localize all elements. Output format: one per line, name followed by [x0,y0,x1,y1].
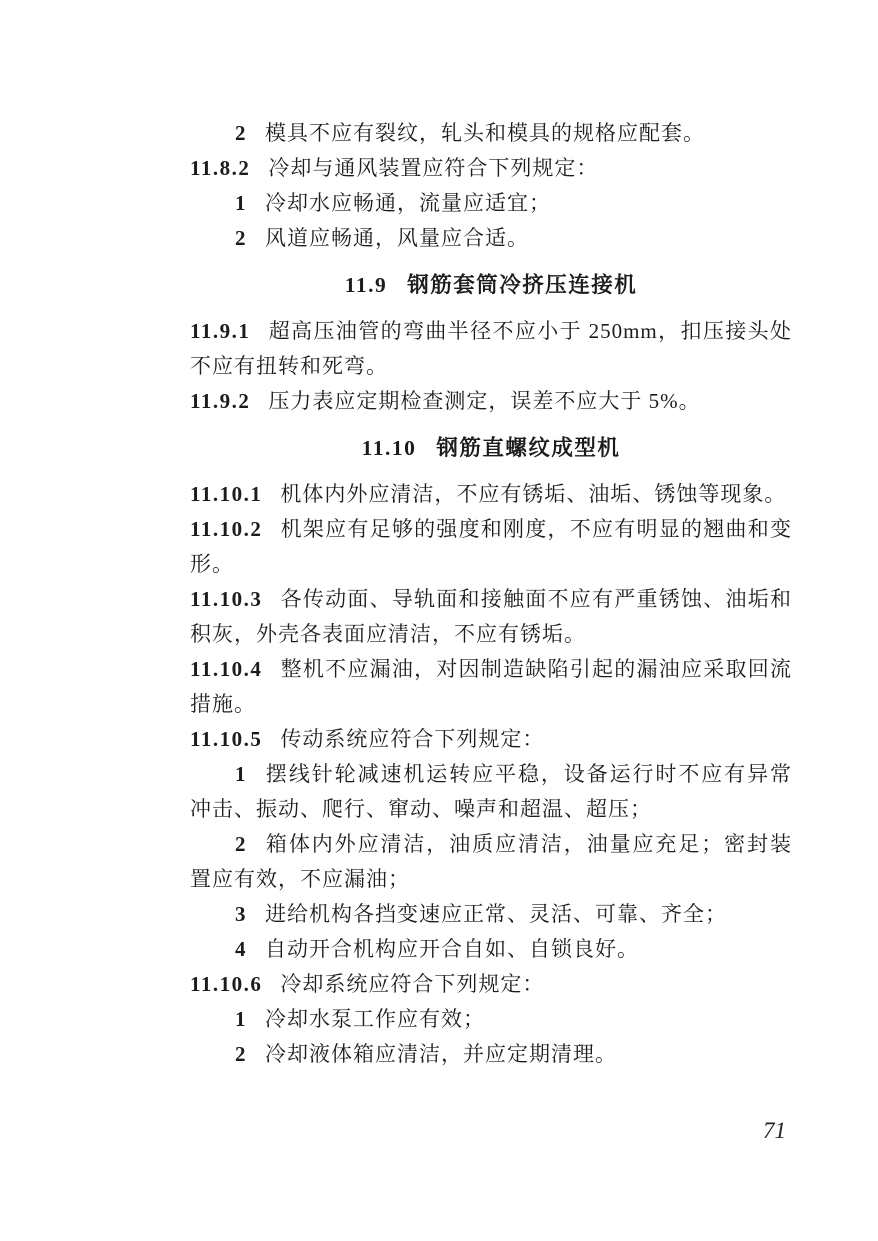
item-number: 1 [235,191,247,215]
clause-paragraph [190,967,792,1002]
item-number: 11.10.4 [190,657,263,681]
clause-paragraph [190,512,792,582]
item-text: 机体内外应清洁，不应有锈垢、油垢、锈蚀等现象。 [280,482,787,506]
list-item [190,186,792,221]
item-text: 传动系统应符合下列规定： [280,727,545,751]
item-text: 风道应畅通，风量应合适。 [265,226,529,250]
item-number: 11.8.2 [190,156,251,180]
item-number: 4 [235,937,247,961]
list-item [190,932,792,967]
section-heading [190,431,792,466]
heading-title: 钢筋直螺纹成型机 [436,436,621,460]
list-item [190,827,792,897]
list-item [190,757,792,827]
list-item [190,116,792,151]
item-text: 冷却系统应符合下列规定： [280,972,545,996]
item-number: 11.10.6 [190,972,263,996]
clause-paragraph [190,314,792,384]
item-text: 整机不应漏油，对因制造缺陷引起的漏油应采取回流措施。 [190,657,792,716]
item-number: 2 [235,1042,247,1066]
heading-number: 11.9 [344,273,388,297]
item-number: 1 [235,1007,247,1031]
item-text: 冷却与通风装置应符合下列规定： [268,156,599,180]
item-text: 摆线针轮减速机运转应平稳，设备运行时不应有异常冲击、振动、爬行、窜动、噪声和超温、超压； [190,762,792,821]
item-number: 11.10.3 [190,587,263,611]
clause-paragraph [190,151,792,186]
item-number: 1 [235,762,247,786]
heading-number: 11.10 [361,436,417,460]
item-number: 11.10.2 [190,517,263,541]
clause-paragraph [190,477,792,512]
item-text: 模具不应有裂纹，轧头和模具的规格应配套。 [265,121,705,145]
section-heading [190,268,792,303]
item-text: 冷却水应畅通，流量应适宜； [265,191,551,215]
item-number: 2 [235,121,247,145]
item-text: 超高压油管的弯曲半径不应小于 250mm，扣压接头处不应有扭转和死弯。 [190,319,792,378]
item-text: 进给机构各挡变速应正常、灵活、可靠、齐全； [265,902,727,926]
clause-paragraph [190,582,792,652]
item-number: 3 [235,902,247,926]
item-number: 11.10.5 [190,727,263,751]
item-number: 11.9.2 [190,389,251,413]
item-text: 自动开合机构应开合自如、自锁良好。 [265,937,639,961]
clause-paragraph [190,384,792,419]
item-number: 2 [235,226,247,250]
item-text: 冷却液体箱应清洁，并应定期清理。 [265,1042,617,1066]
page-number: 71 [763,1118,786,1143]
list-item [190,1002,792,1037]
item-text: 机架应有足够的强度和刚度，不应有明显的翘曲和变形。 [190,517,792,576]
item-text: 各传动面、导轨面和接触面不应有严重锈蚀、油垢和积灰，外壳各表面应清洁，不应有锈垢。 [190,587,792,646]
list-item [190,1037,792,1072]
item-number: 2 [235,832,247,856]
list-item [190,221,792,256]
clause-paragraph [190,722,792,757]
item-text: 冷却水泵工作应有效； [265,1007,485,1031]
heading-title: 钢筋套筒冷挤压连接机 [407,273,638,297]
item-text: 箱体内外应清洁，油质应清洁，油量应充足；密封装置应有效，不应漏油； [190,832,792,891]
clause-paragraph [190,652,792,722]
list-item [190,897,792,932]
item-number: 11.9.1 [190,319,251,343]
item-number: 11.10.1 [190,482,263,506]
item-text: 压力表应定期检查测定，误差不应大于 5%。 [268,389,701,413]
document-content [190,116,792,1072]
